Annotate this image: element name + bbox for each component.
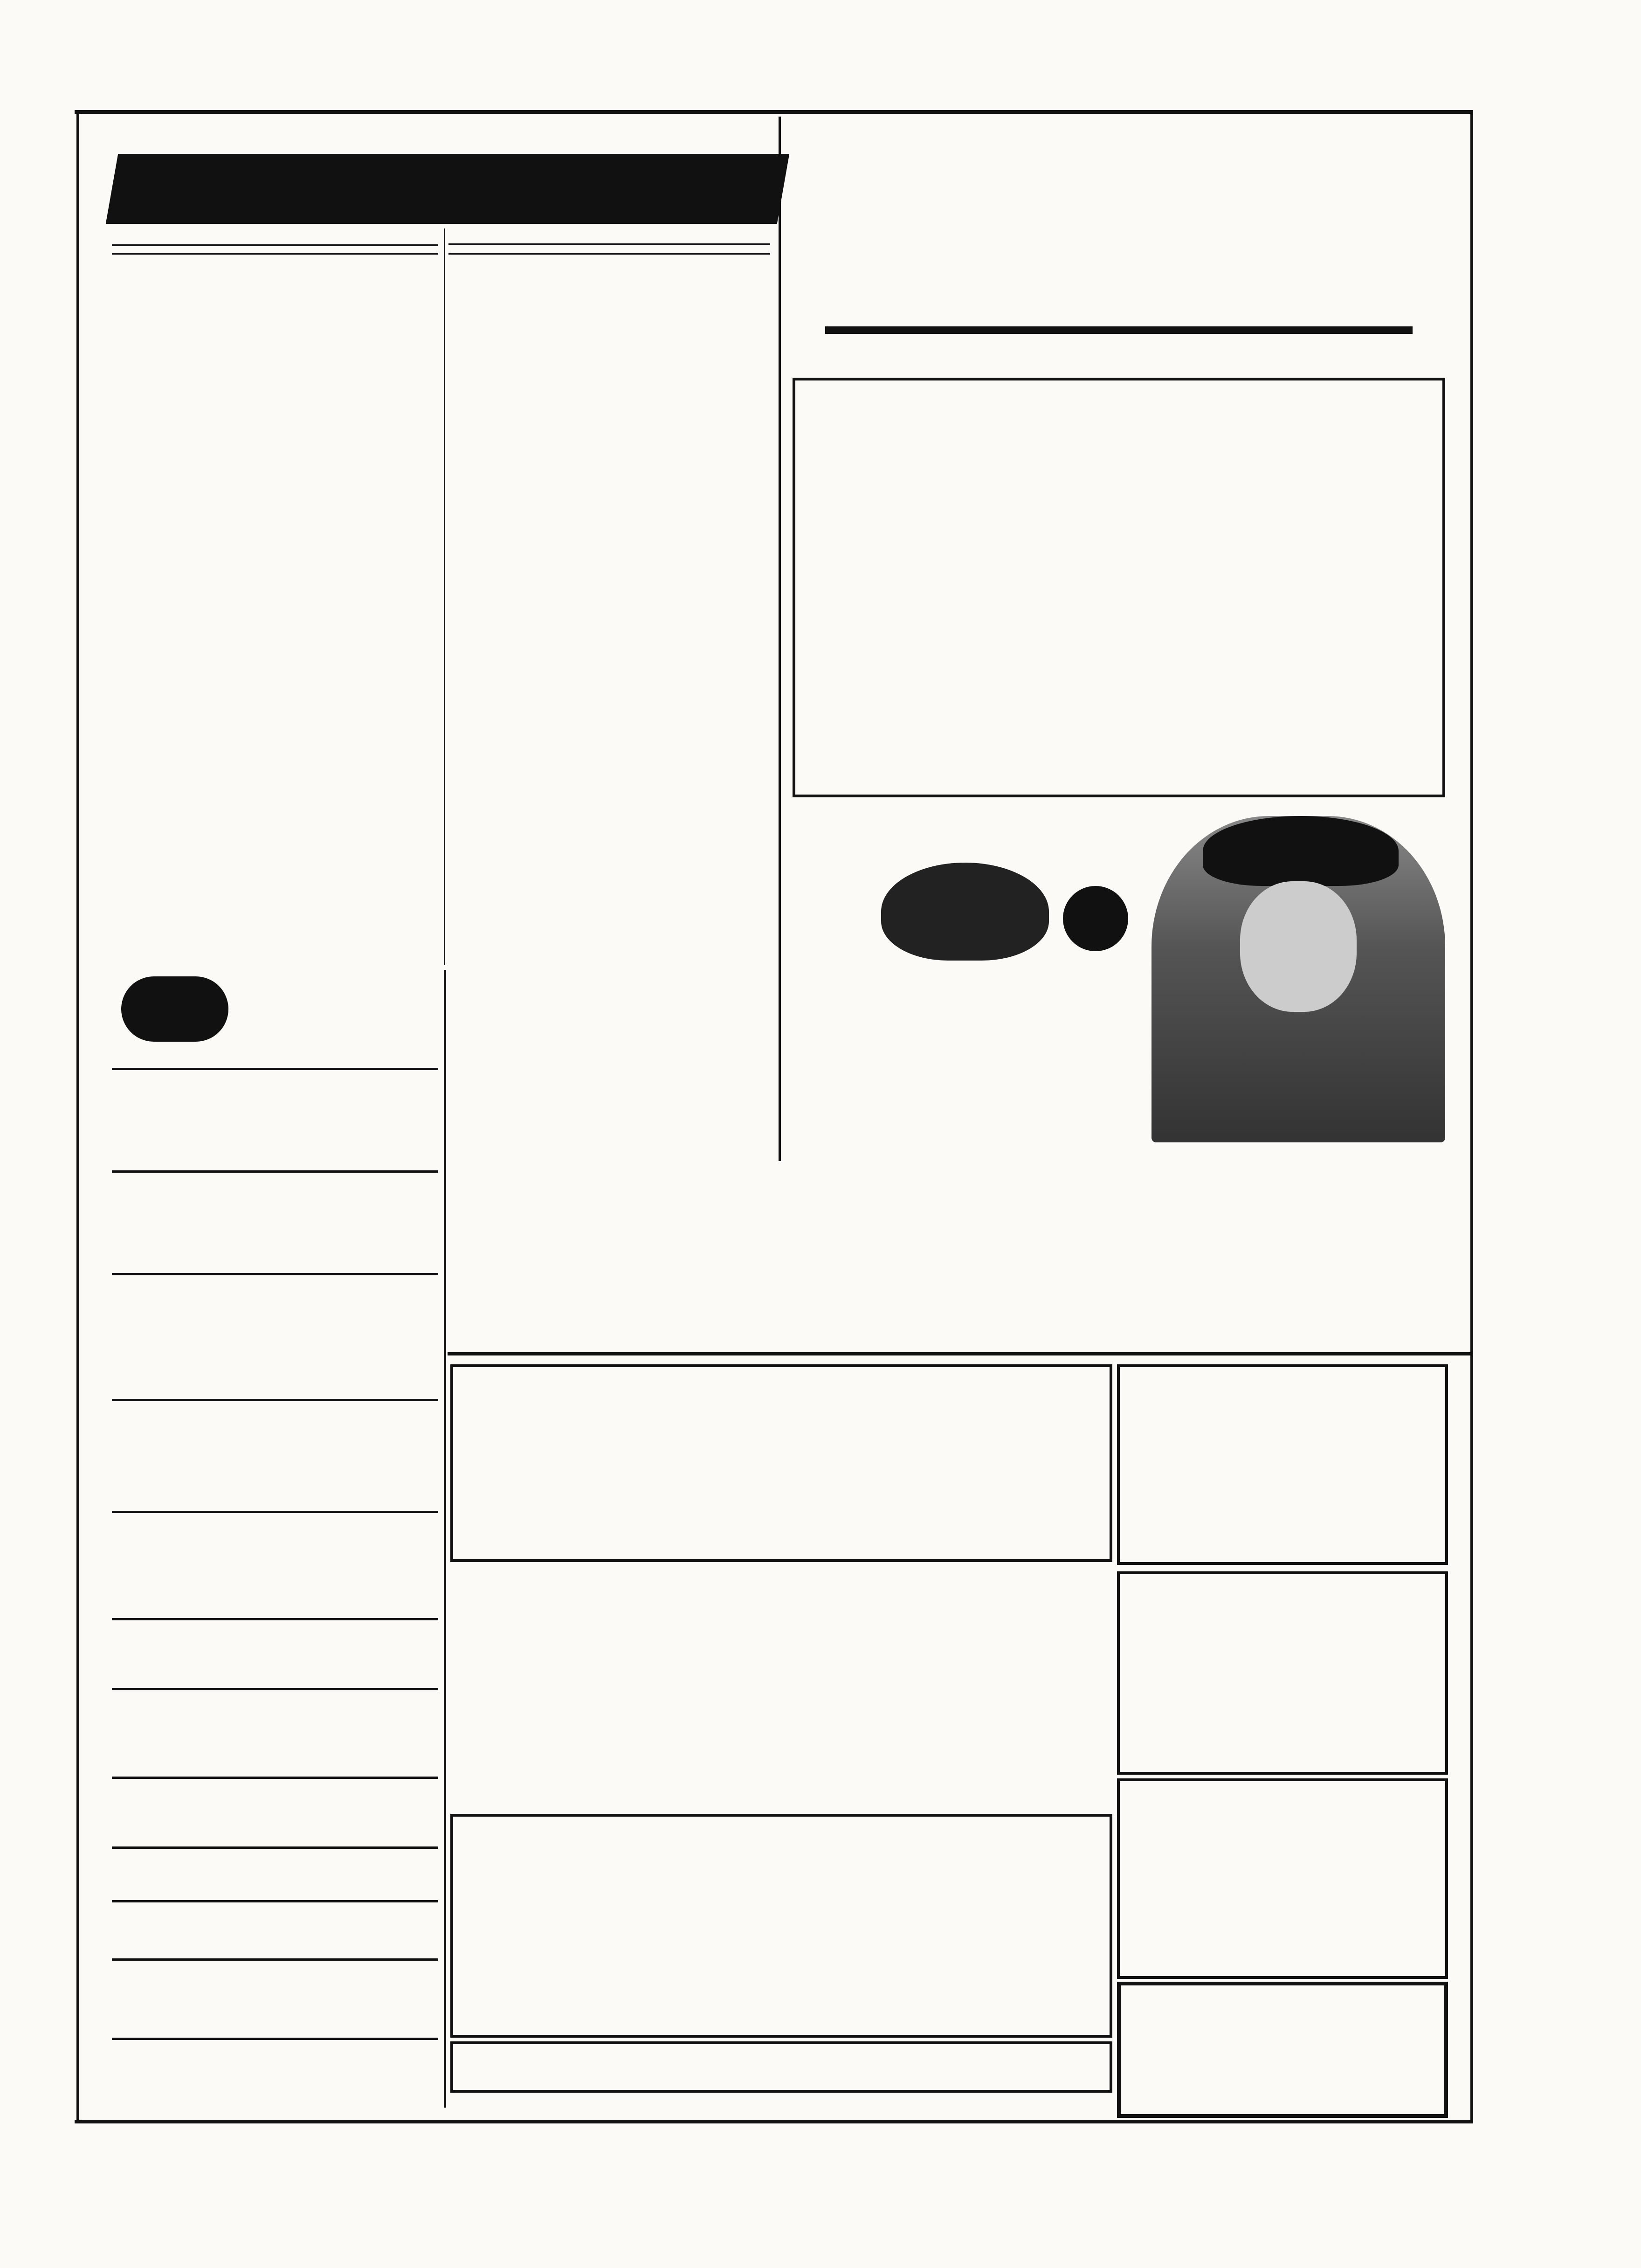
matador-face (1240, 881, 1357, 1012)
cristal-box (793, 378, 1445, 797)
cinema-listings (112, 970, 438, 2098)
listing-tivoli (112, 1072, 438, 1166)
ad-coliseu (1117, 1982, 1448, 2118)
listing-lys (112, 1905, 438, 1956)
campo-bottom (783, 1161, 1455, 1306)
listing-eden (112, 1278, 438, 1394)
black-disc (1063, 886, 1128, 951)
ad-cristal (788, 126, 1450, 807)
listing-casino (112, 2042, 438, 2098)
ad-johnbar (450, 2041, 1112, 2093)
ad-sevilha (450, 1364, 1112, 1562)
saoluiz-logo (121, 976, 228, 1042)
bull-image (881, 863, 1049, 961)
ad-mariavitoria (1117, 1571, 1448, 1775)
listing-capitolio (112, 1623, 438, 1683)
ad-arcadia (450, 1814, 1112, 2038)
primeiras-heading (448, 243, 770, 245)
ad-variedades (1117, 1778, 1448, 1979)
ad-casablanca (448, 1568, 1114, 1810)
listing-saoluiz (112, 970, 438, 1063)
efemerides-heading (112, 244, 438, 246)
atras-heading (112, 253, 438, 255)
ad-campo-pequeno (783, 807, 1455, 1161)
matador-hat (1203, 816, 1399, 886)
listing-politeama (112, 1175, 438, 1268)
estreia-heading (448, 253, 770, 257)
listing-terrasse (112, 1851, 438, 1898)
ad-trindade (1117, 1364, 1448, 1565)
section-banner (106, 154, 789, 224)
column-news-1 (112, 238, 438, 260)
column-news-2 (448, 238, 770, 260)
listing-odeon (112, 1404, 438, 1506)
matador-photo (1151, 816, 1445, 1142)
listing-condes (112, 1515, 438, 1613)
cristal-tag (825, 326, 1413, 334)
listing-rex (112, 1781, 438, 1846)
listing-central (112, 1693, 438, 1777)
listing-recreios (112, 1963, 438, 2033)
